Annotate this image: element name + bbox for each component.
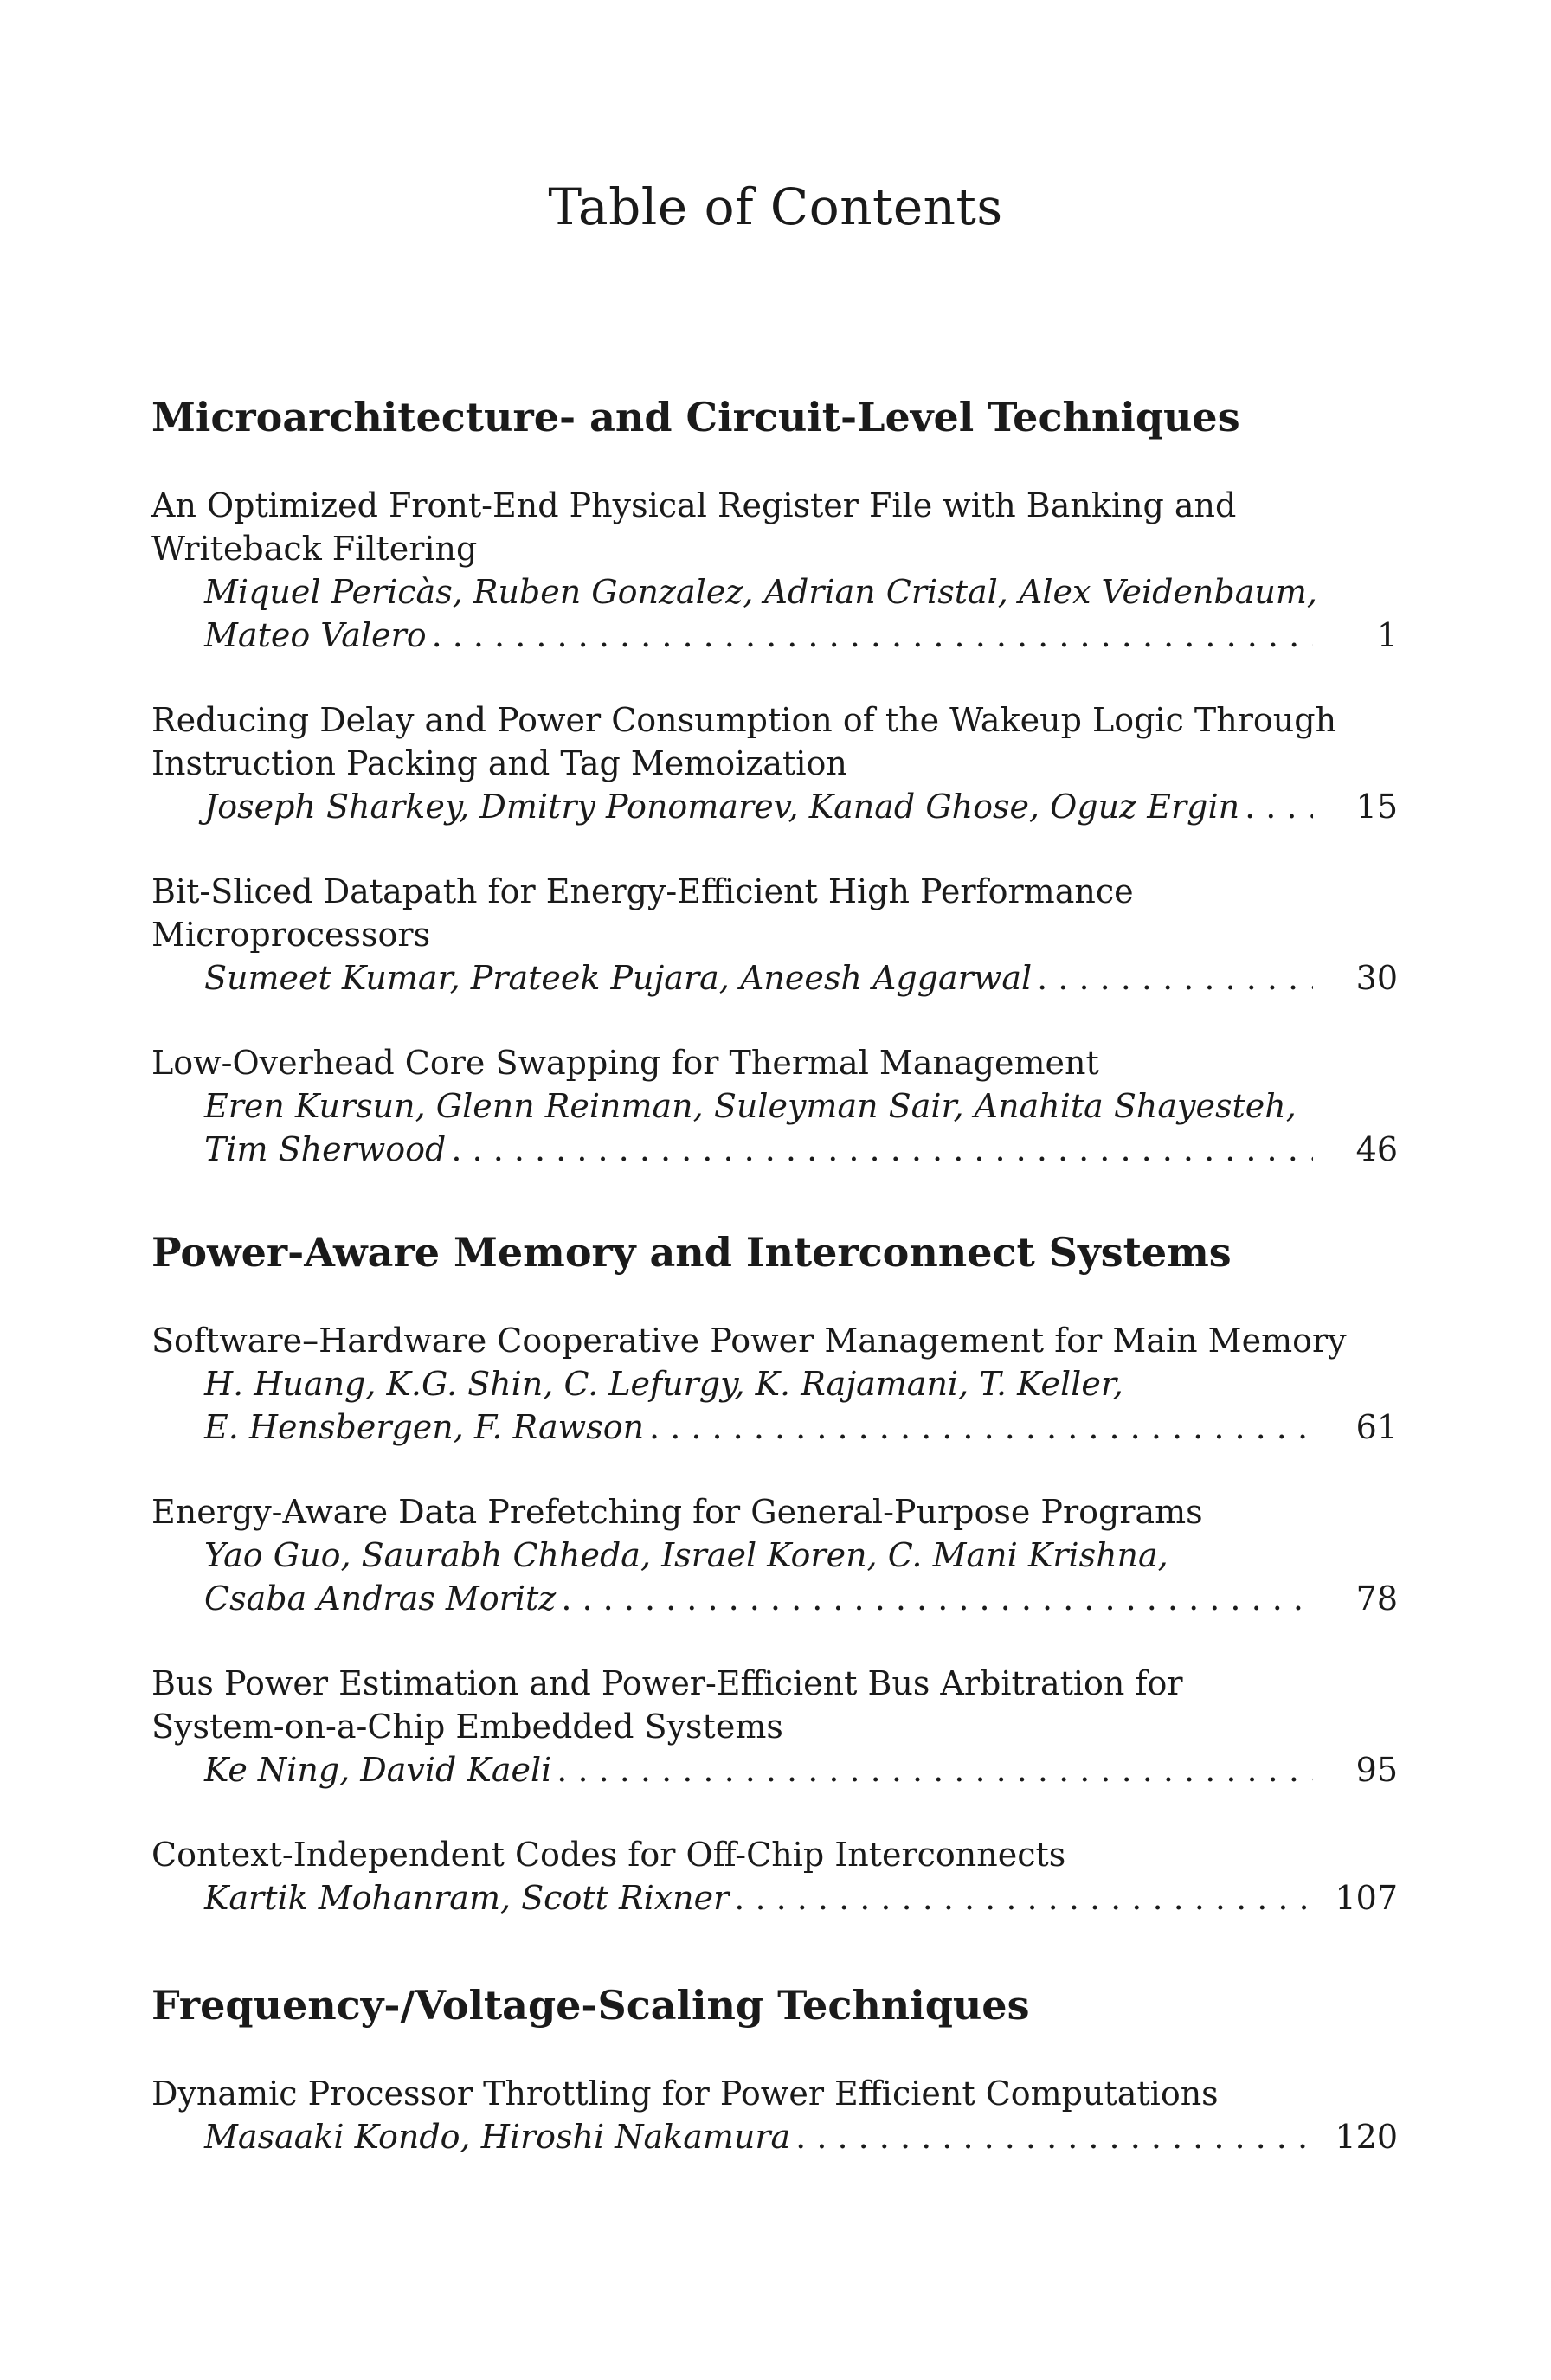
entry-title-line: Low-Overhead Core Swapping for Thermal Management xyxy=(151,1044,1099,1082)
dot-leader xyxy=(1245,785,1313,828)
toc-section xyxy=(151,1229,1398,1920)
page-title: Table of Contents xyxy=(548,177,1003,236)
entry-title-line: Context-Independent Codes for Off-Chip Interconnects xyxy=(151,1836,1066,1874)
toc-entry[interactable] xyxy=(151,1490,1398,1620)
dot-leader xyxy=(795,2115,1313,2158)
entry-authors-line: Yao Guo, Saurabh Chheda, Israel Koren, C. Mani Krishna, xyxy=(204,1536,1168,1574)
entry-authors-tail: Mateo Valero xyxy=(204,616,427,654)
dot-leader xyxy=(1037,956,1313,1000)
entry-title-line: Software–Hardware Cooperative Power Management for Main Memory xyxy=(151,1322,1347,1360)
entry-authors-line: Miquel Pericàs, Ruben Gonzalez, Adrian Cristal, Alex Veidenbaum, xyxy=(204,573,1317,611)
toc-entry[interactable] xyxy=(151,1833,1398,1920)
toc-section xyxy=(151,394,1398,1171)
entry-authors-tail: Ke Ning, David Kaeli xyxy=(204,1751,552,1789)
entry-authors-line: H. Huang, K.G. Shin, C. Lefurgy, K. Rajamani, T. Keller, xyxy=(204,1365,1123,1403)
entry-title-line: Writeback Filtering xyxy=(151,530,478,568)
entry-last-line xyxy=(151,956,1398,1000)
entry-authors-line: Eren Kursun, Glenn Reinman, Suleyman Sair, Anahita Shayesteh, xyxy=(204,1087,1297,1125)
entry-last-line xyxy=(151,614,1398,657)
page-number: 120 xyxy=(1335,2118,1398,2156)
entry-last-line xyxy=(151,1405,1398,1449)
toc-entry[interactable] xyxy=(151,484,1398,657)
toc-section xyxy=(151,1982,1398,2158)
entry-last-line xyxy=(151,1748,1398,1791)
dot-leader xyxy=(561,1577,1313,1620)
entry-title-line: Dynamic Processor Throttling for Power Efficient Computations xyxy=(151,2074,1219,2113)
toc-entry[interactable] xyxy=(151,2072,1398,2158)
section-heading: Power-Aware Memory and Interconnect Systems xyxy=(151,1229,1232,1276)
entry-authors-tail: E. Hensbergen, F. Rawson xyxy=(204,1408,645,1446)
toc-entry[interactable] xyxy=(151,698,1398,828)
entry-authors-tail: Joseph Sharkey, Dmitry Ponomarev, Kanad Ghose, Oguz Ergin xyxy=(204,788,1240,826)
entry-authors-tail: Csaba Andras Moritz xyxy=(204,1579,557,1618)
dot-leader xyxy=(451,1128,1313,1171)
entry-authors-tail: Masaaki Kondo, Hiroshi Nakamura xyxy=(204,2118,791,2156)
entry-title-line: An Optimized Front-End Physical Register File with Banking and xyxy=(151,486,1237,524)
toc-entry[interactable] xyxy=(151,1041,1398,1171)
dot-leader xyxy=(649,1405,1313,1449)
section-heading: Frequency-/Voltage-Scaling Techniques xyxy=(151,1982,1030,2029)
page-number: 1 xyxy=(1376,616,1398,654)
page-number: 95 xyxy=(1355,1751,1398,1789)
dot-leader xyxy=(557,1748,1313,1791)
entry-authors-tail: Tim Sherwood xyxy=(204,1130,447,1168)
entry-title-line: Bit-Sliced Datapath for Energy-Efficient High Performance xyxy=(151,872,1134,910)
entry-last-line xyxy=(151,2115,1398,2158)
page-number: 78 xyxy=(1355,1579,1398,1618)
entry-title-line: Microprocessors xyxy=(151,916,431,954)
toc-entry[interactable] xyxy=(151,1319,1398,1449)
section-heading: Microarchitecture- and Circuit-Level Techniques xyxy=(151,394,1240,441)
page-number: 15 xyxy=(1355,788,1398,826)
toc-entry[interactable] xyxy=(151,1662,1398,1791)
entry-last-line xyxy=(151,1577,1398,1620)
entry-title-line: Bus Power Estimation and Power-Efficient Bus Arbitration for xyxy=(151,1664,1183,1702)
entry-title-line: Instruction Packing and Tag Memoization xyxy=(151,744,847,782)
entry-authors-tail: Kartik Mohanram, Scott Rixner xyxy=(204,1879,730,1917)
dot-leader xyxy=(432,614,1313,657)
page-number: 30 xyxy=(1355,959,1398,997)
entry-last-line xyxy=(151,1128,1398,1171)
entry-title-line: Energy-Aware Data Prefetching for General-Purpose Programs xyxy=(151,1493,1203,1531)
entry-last-line xyxy=(151,785,1398,828)
dot-leader xyxy=(734,1876,1313,1920)
page-number: 61 xyxy=(1355,1408,1398,1446)
toc-entry[interactable] xyxy=(151,870,1398,1000)
entry-title-line: System-on-a-Chip Embedded Systems xyxy=(151,1708,783,1746)
entry-authors-tail: Sumeet Kumar, Prateek Pujara, Aneesh Aggarwal xyxy=(204,959,1033,997)
page-number: 107 xyxy=(1335,1879,1398,1917)
page-number: 46 xyxy=(1355,1130,1398,1168)
entry-title-line: Reducing Delay and Power Consumption of the Wakeup Logic Through xyxy=(151,701,1337,739)
entry-last-line xyxy=(151,1876,1398,1920)
